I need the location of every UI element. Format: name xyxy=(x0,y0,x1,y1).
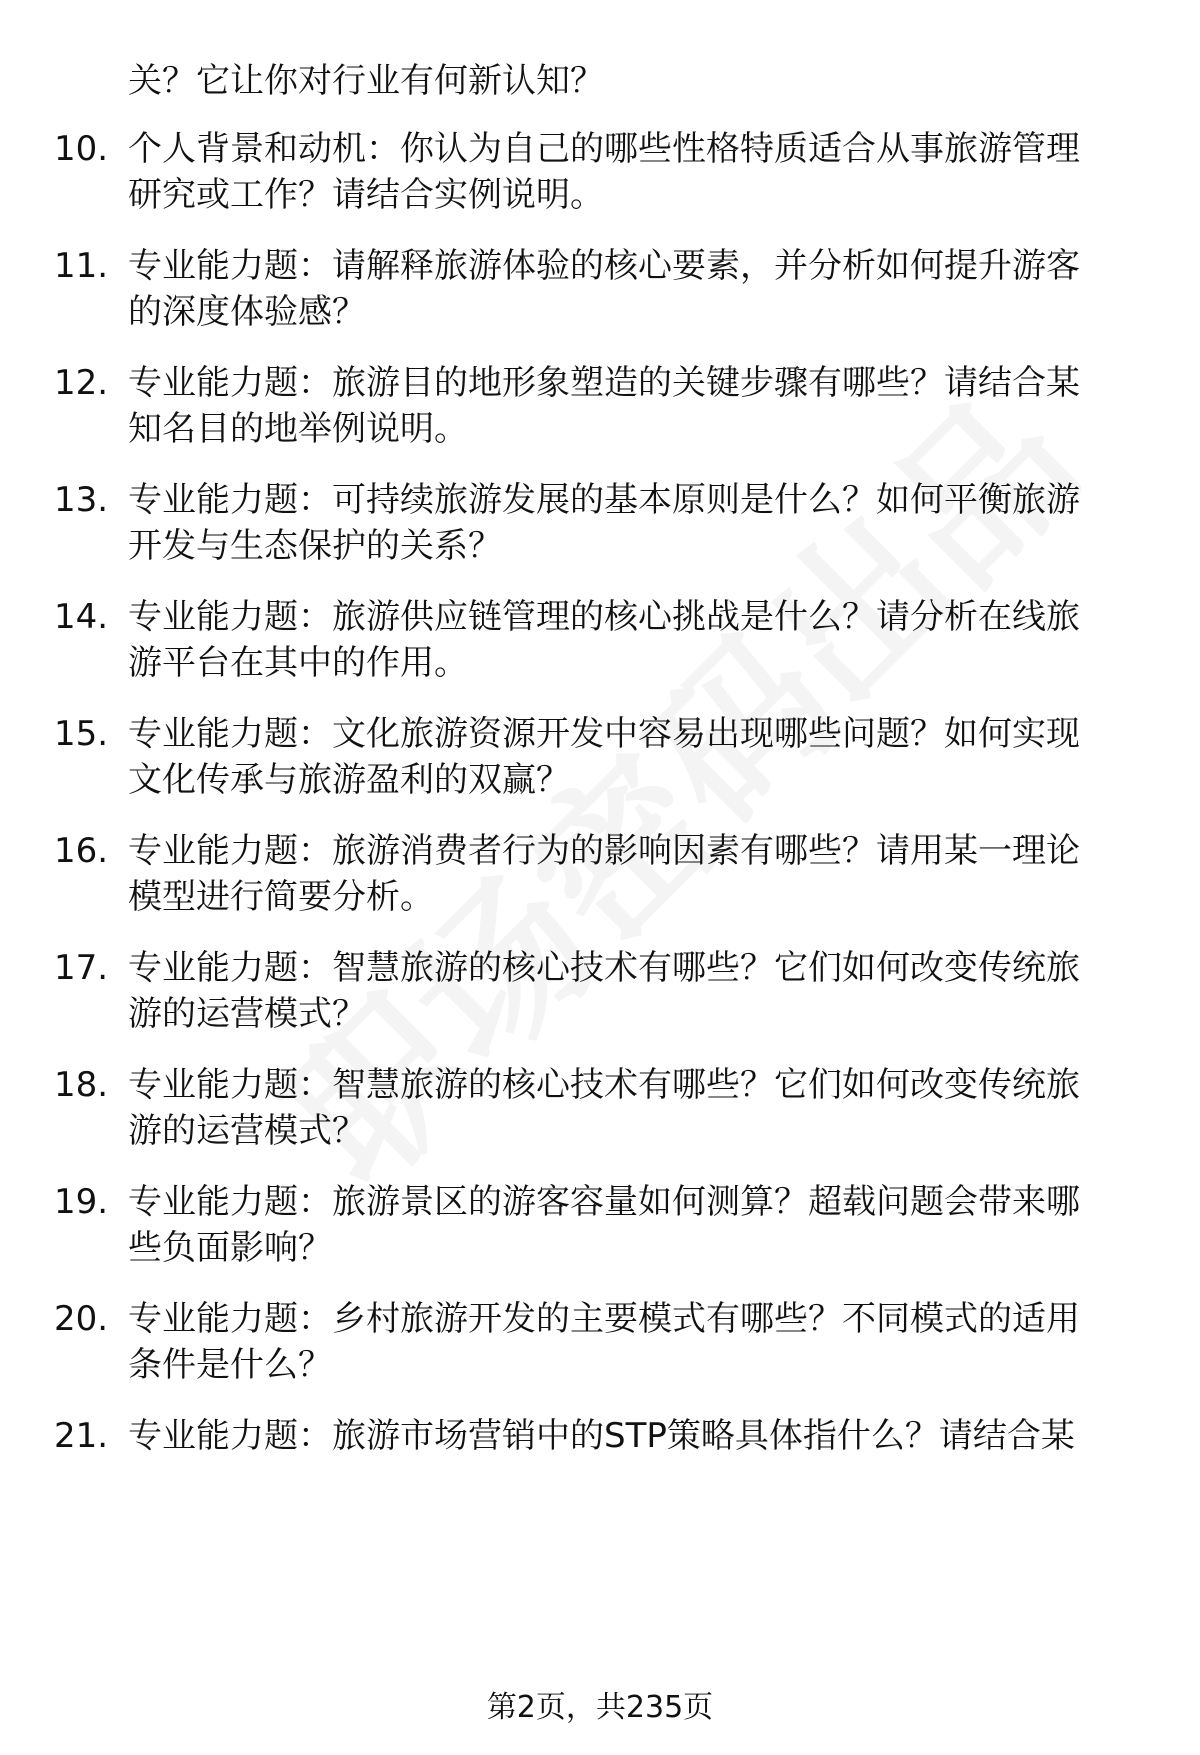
item-number: 11. xyxy=(54,246,109,286)
continuation-text: 关？它让你对行业有何新认知？ xyxy=(128,61,604,101)
item-number: 17. xyxy=(54,948,109,988)
item-text: 专业能力题：旅游市场营销中的STP策略具体指什么？请结合某 xyxy=(128,1416,1075,1456)
item-text: 专业能力题：智慧旅游的核心技术有哪些？它们如何改变传统旅 游的运营模式？ xyxy=(128,1065,1080,1151)
item-number: 14. xyxy=(54,597,109,637)
item-text: 专业能力题：智慧旅游的核心技术有哪些？它们如何改变传统旅 游的运营模式？ xyxy=(128,948,1080,1034)
item-text: 个人背景和动机：你认为自己的哪些性格特质适合从事旅游管理 研究或工作？请结合实例说明。 xyxy=(128,129,1080,215)
item-number: 19. xyxy=(54,1182,109,1222)
item-text: 专业能力题：乡村旅游开发的主要模式有哪些？不同模式的适用 条件是什么？ xyxy=(128,1299,1080,1385)
page-footer: 第2页，共235页 xyxy=(486,1690,714,1725)
item-text: 专业能力题：可持续旅游发展的基本原则是什么？如何平衡旅游 开发与生态保护的关系？ xyxy=(128,480,1080,566)
item-number: 21. xyxy=(54,1416,109,1456)
item-text: 专业能力题：旅游消费者行为的影响因素有哪些？请用某一理论 模型进行简要分析。 xyxy=(128,831,1080,917)
item-text: 专业能力题：旅游供应链管理的核心挑战是什么？请分析在线旅 游平台在其中的作用。 xyxy=(128,597,1080,683)
item-text: 专业能力题：旅游目的地形象塑造的关键步骤有哪些？请结合某 知名目的地举例说明。 xyxy=(128,363,1080,449)
item-number: 20. xyxy=(54,1299,109,1339)
item-number: 18. xyxy=(54,1065,109,1105)
item-number: 12. xyxy=(54,363,109,403)
item-number: 15. xyxy=(54,714,109,754)
item-text: 专业能力题：请解释旅游体验的核心要素，并分析如何提升游客 的深度体验感？ xyxy=(128,246,1080,332)
item-number: 10. xyxy=(54,129,109,169)
item-number: 16. xyxy=(54,831,109,871)
item-text: 专业能力题：旅游景区的游客容量如何测算？超载问题会带来哪 些负面影响？ xyxy=(128,1182,1080,1268)
item-text: 专业能力题：文化旅游资源开发中容易出现哪些问题？如何实现 文化传承与旅游盈利的双赢？ xyxy=(128,714,1080,800)
item-number: 13. xyxy=(54,480,109,520)
